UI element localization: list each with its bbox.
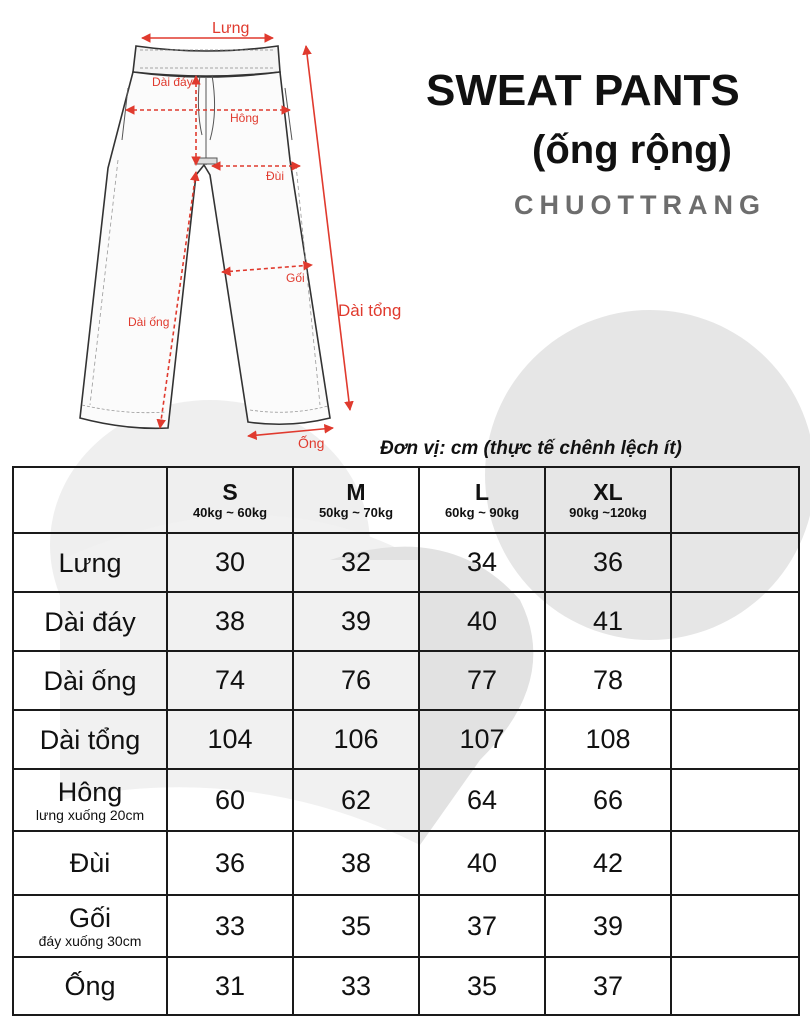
table-row: [13, 769, 799, 831]
row-label-rise: Dài đáy: [13, 592, 167, 651]
label-waist: Lưng: [212, 20, 250, 37]
table-row: [13, 831, 799, 895]
label-total-length: Dài tổng: [338, 301, 402, 320]
size-name: L: [474, 479, 490, 505]
value-cell: 41: [545, 592, 671, 651]
product-title: SWEAT PANTS: [426, 66, 740, 115]
row-label-hip: Hông lưng xuống 20cm: [13, 769, 167, 831]
row-label-knee: Gối đáy xuống 30cm: [13, 895, 167, 957]
size-header-xl: [545, 467, 671, 533]
empty-cell: [671, 533, 799, 592]
label-hip: Hông: [230, 111, 259, 125]
value-cell: 37: [419, 895, 545, 957]
value-cell: 38: [167, 592, 293, 651]
product-subtitle: (ống rộng): [532, 128, 732, 172]
size-weight: 60kg ~ 90kg: [444, 505, 520, 520]
brand-name: CHUOTTRANG: [514, 190, 766, 220]
value-cell: 39: [545, 895, 671, 957]
size-name: M: [346, 479, 366, 505]
row-label-hem: Ống: [13, 957, 167, 1015]
table-row: [13, 710, 799, 769]
table-row: [13, 651, 799, 710]
value-cell: 37: [545, 957, 671, 1015]
value-cell: 66: [545, 769, 671, 831]
value-cell: 35: [293, 895, 419, 957]
value-cell: 42: [545, 831, 671, 895]
unit-note: Đơn vị: cm (thực tế chênh lệch ít): [380, 438, 682, 459]
size-weight: 40kg ~ 60kg: [192, 505, 268, 520]
table-row: [13, 895, 799, 957]
row-label-thigh: Đùi: [13, 831, 167, 895]
size-weight: 50kg ~ 70kg: [318, 505, 394, 520]
empty-cell: [671, 769, 799, 831]
value-cell: 35: [419, 957, 545, 1015]
value-cell: 34: [419, 533, 545, 592]
value-cell: 64: [419, 769, 545, 831]
header-extra-cell: [671, 467, 799, 533]
table-row: [13, 592, 799, 651]
label-inseam: Dài ống: [128, 315, 170, 329]
size-header-l: [419, 467, 545, 533]
row-label-inseam: Dài ống: [13, 651, 167, 710]
size-name: S: [222, 479, 238, 505]
size-weight: 90kg ~120kg: [569, 505, 647, 520]
size-header-m: [293, 467, 419, 533]
value-cell: 62: [293, 769, 419, 831]
pants-measurement-diagram: [0, 0, 430, 460]
value-cell: 76: [293, 651, 419, 710]
size-header-s: [167, 467, 293, 533]
row-label-total-length: Dài tổng: [13, 710, 167, 769]
value-cell: 78: [545, 651, 671, 710]
value-cell: 74: [167, 651, 293, 710]
label-hem: Ống: [298, 435, 325, 451]
pants-outline: [80, 46, 330, 428]
size-name: XL: [593, 479, 623, 505]
empty-cell: [671, 651, 799, 710]
label-knee: Gối: [286, 271, 305, 285]
value-cell: 40: [419, 831, 545, 895]
row-label-waist: Lưng: [13, 533, 167, 592]
empty-cell: [671, 710, 799, 769]
label-thigh: Đùi: [266, 169, 285, 183]
value-cell: 39: [293, 592, 419, 651]
label-rise: Dài đáy: [152, 75, 193, 89]
value-cell: 106: [293, 710, 419, 769]
value-cell: 40: [419, 592, 545, 651]
empty-cell: [671, 957, 799, 1015]
value-cell: 77: [419, 651, 545, 710]
value-cell: 30: [167, 533, 293, 592]
value-cell: 38: [293, 831, 419, 895]
value-cell: 31: [167, 957, 293, 1015]
empty-cell: [671, 831, 799, 895]
value-cell: 32: [293, 533, 419, 592]
table-row: [13, 957, 799, 1015]
empty-cell: [671, 895, 799, 957]
size-chart-table: [12, 466, 800, 1016]
value-cell: 33: [167, 895, 293, 957]
value-cell: 107: [419, 710, 545, 769]
value-cell: 108: [545, 710, 671, 769]
value-cell: 36: [167, 831, 293, 895]
header-empty-cell: [13, 467, 167, 533]
table-row: [13, 533, 799, 592]
value-cell: 60: [167, 769, 293, 831]
value-cell: 104: [167, 710, 293, 769]
empty-cell: [671, 592, 799, 651]
size-header-row: [13, 467, 799, 533]
value-cell: 33: [293, 957, 419, 1015]
value-cell: 36: [545, 533, 671, 592]
